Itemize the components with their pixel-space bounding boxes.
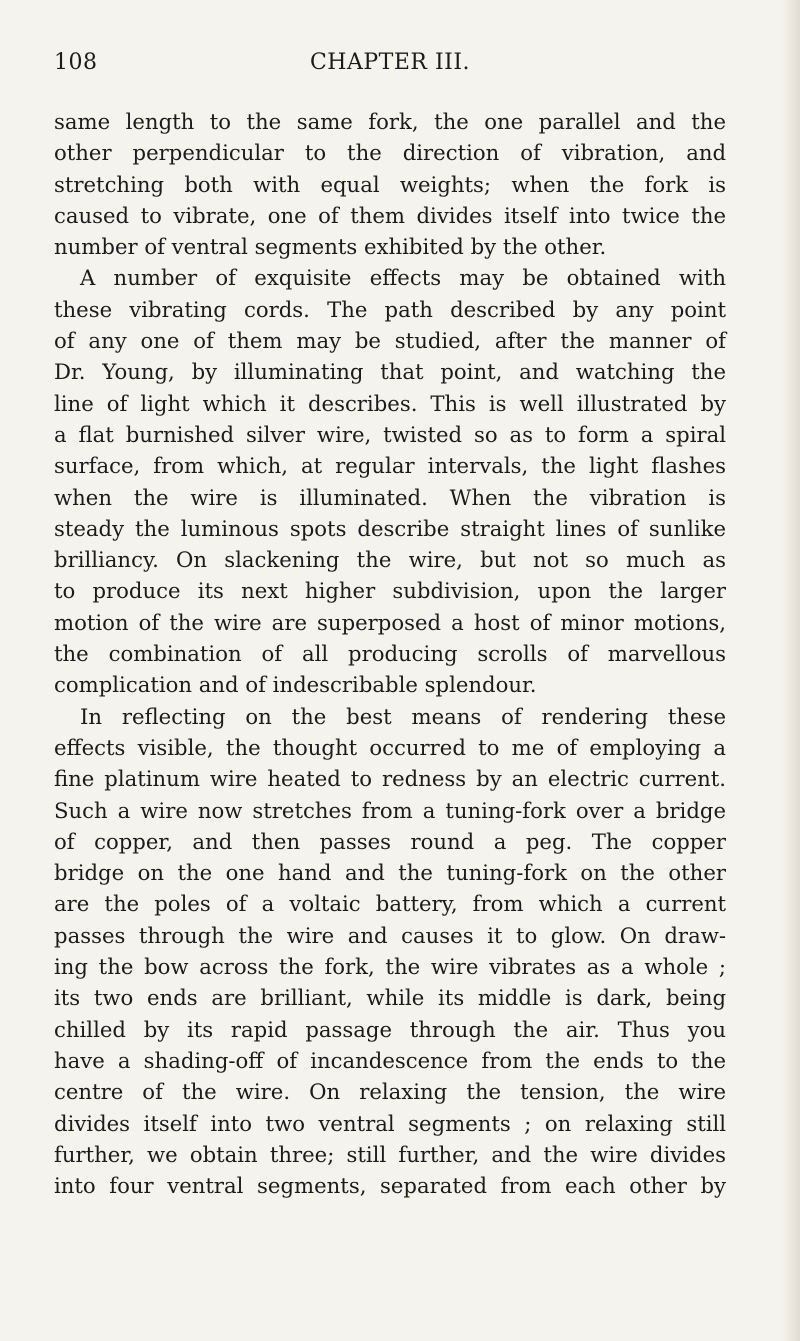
text-line: passes through the wire and causes it to glow. On draw- — [54, 922, 726, 948]
text-line: surface, from which, at regular intervals, the light flashes — [54, 453, 726, 479]
text-line: line of light which it describes. This is well illustrated by — [54, 390, 726, 416]
running-head: CHAPTER III. — [309, 50, 471, 75]
text-line: divides itself into two ventral segments ; on relaxing still — [54, 1110, 727, 1136]
paragraph — [54, 262, 726, 700]
text-line: chilled by its rapid passage through the air. Thus you — [54, 1016, 726, 1042]
text-line: when the wire is illuminated. When the vibration is — [54, 484, 726, 510]
text-line: of any one of them may be studied, after the manner of — [54, 328, 726, 354]
text-line: of copper, and then passes round a peg. The copper — [54, 828, 727, 854]
text-line: effects visible, the thought occurred to me of employing a — [54, 734, 726, 760]
text-line: caused to vibrate, one of them divides itself into twice the — [54, 202, 727, 228]
text-line: number of ventral segments exhibited by the other. — [54, 234, 607, 260]
text-line: the combination of all producing scrolls of marvellous — [54, 641, 726, 667]
text-line: stretching both with equal weights; when the fork is — [54, 171, 727, 197]
text-line: In reflecting on the best means of rendering these — [80, 703, 727, 729]
text-line: complication and of indescribable splendour. — [54, 672, 537, 698]
text-line: to produce its next higher subdivision, upon the larger — [54, 578, 727, 604]
paragraph — [54, 701, 726, 1202]
page-number: 108 — [54, 50, 98, 75]
text-line: same length to the same fork, the one parallel and the — [54, 109, 726, 134]
text-line: have a shading-off of incandescence from the ends to the — [54, 1047, 726, 1073]
paragraph — [54, 106, 726, 262]
text-line: into four ventral segments, separated from each other by — [54, 1173, 726, 1199]
text-line: Dr. Young, by illuminating that point, and watching the — [54, 359, 726, 385]
body-text — [54, 106, 726, 1201]
text-line: are the poles of a voltaic battery, from which a current — [54, 891, 727, 917]
text-line: ing the bow across the fork, the wire vibrates as a whole ; — [54, 954, 727, 980]
text-line: bridge on the one hand and the tuning-fork on the other — [54, 860, 726, 886]
text-line: its two ends are brilliant, while its middle is dark, being — [54, 985, 727, 1011]
text-line: motion of the wire are superposed a host of minor motions, — [54, 609, 726, 635]
text-line: further, we obtain three; still further, and the wire divides — [54, 1141, 726, 1167]
text-line: Such a wire now stretches from a tuning-fork over a bridge — [54, 797, 726, 823]
text-line: a flat burnished silver wire, twisted so as to form a spiral — [54, 421, 727, 447]
page-edge-shadow — [782, 0, 800, 1341]
text-line: A number of exquisite effects may be obtained with — [80, 265, 726, 291]
text-line: brilliancy. On slackening the wire, but not so much as — [54, 547, 726, 573]
text-line: other perpendicular to the direction of vibration, and — [54, 140, 727, 166]
text-line: centre of the wire. On relaxing the tension, the wire — [54, 1079, 727, 1105]
text-line: fine platinum wire heated to redness by an electric current. — [54, 766, 727, 792]
text-line: these vibrating cords. The path described by any point — [54, 296, 726, 322]
page-header — [54, 50, 726, 90]
text-line: steady the luminous spots describe straight lines of sunlike — [54, 515, 727, 541]
